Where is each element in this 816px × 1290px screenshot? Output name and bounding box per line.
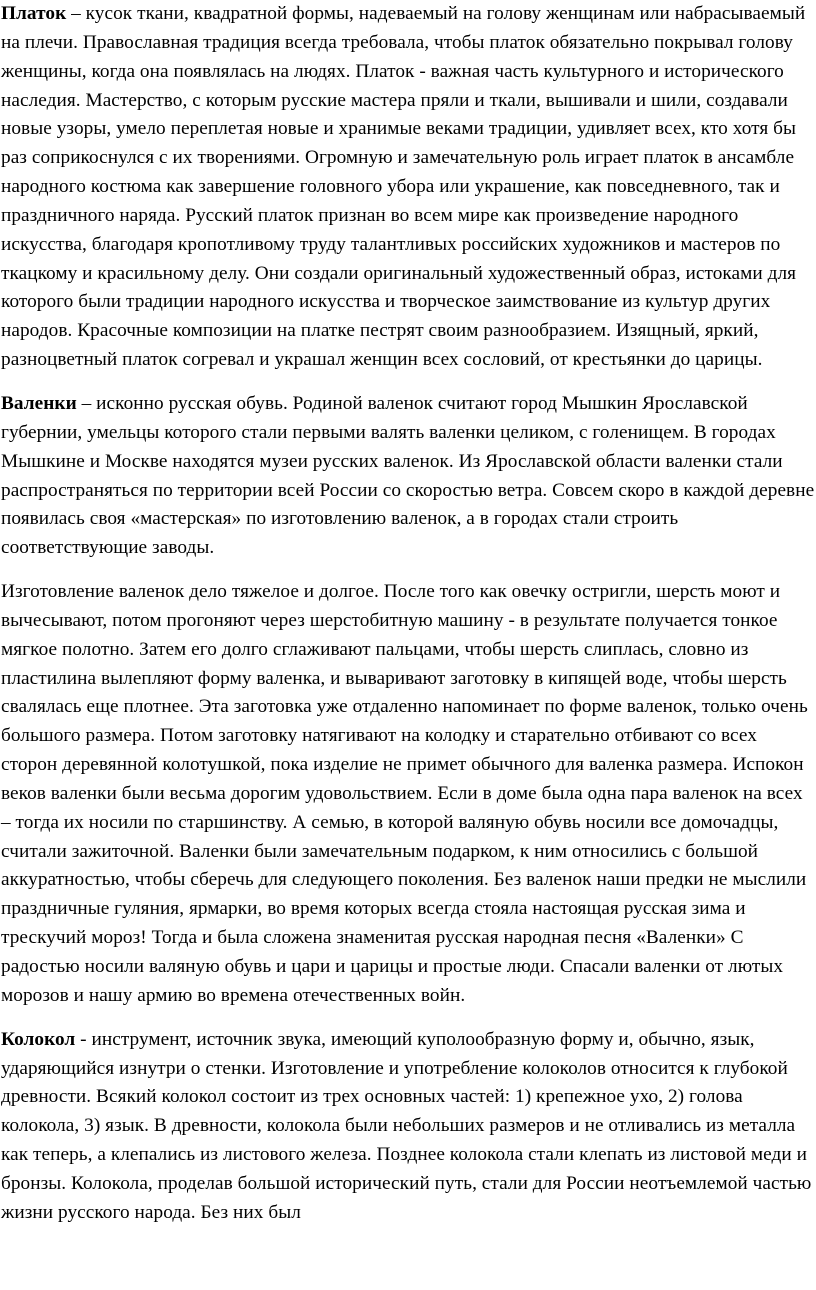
paragraph-valenki-text: – исконно русская обувь. Родиной валенок считают город Мышкин Ярославской губернии, умельцы которого стали первыми валять валенки целиком, с голенищем. В городах Мышкине и Москве находятся музеи русских валенок. Из Ярославской области валенки стали распространяться по территории всей России со скоростью ветра. Совсем скоро в каждой деревне появилась своя «мастерская» по изготовлению валенок, а в городах стали строить соответствующие заводы.	[1, 392, 815, 559]
term-valenki: Валенки	[1, 392, 77, 414]
paragraph-kolokol	[1, 1026, 816, 1228]
paragraph-valenki	[1, 390, 816, 563]
paragraph-valenki-making	[1, 578, 816, 1011]
paragraph-kolokol-text: - инструмент, источник звука, имеющий куполообразную форму и, обычно, язык, ударяющийся изнутри о стенки. Изготовление и употребление колоколов относится к глубокой древности. Всякий колокол состоит из трех основных частей: 1) крепежное ухо, 2) голова колокола, 3) язык. В древности, колокола были небольших размеров и не отливались из металла как теперь, а клепались из листового железа. Позднее колокола стали клепать из листовой меди и бронзы. Колокола, проделав большой исторический путь, стали для России неотъемлемой частью жизни русского народа. Без них был	[1, 1028, 812, 1223]
paragraph-platok	[1, 0, 816, 375]
paragraph-valenki-making-text: Изготовление валенок дело тяжелое и долгое. После того как овечку остригли, шерсть моют и вычесывают, потом прогоняют через шерстобитную машину - в результате получается тонкое мягкое полотно. Затем его долго сглаживают пальцами, чтобы шерсть слиплась, словно из пластилина вылепляют форму валенка, и вываривают заготовку в кипящей воде, чтобы шерсть свалялась еще плотнее. Эта заготовка уже отдаленно напоминает по форме валенок, только очень большого размера. Потом заготовку натягивают на колодку и старательно отбивают со всех сторон деревянной колотушкой, пока изделие не примет обычного для валенка размера. Испокон веков валенки были весьма дорогим удовольствием. Если в доме была одна пара валенок на всех – тогда их носили по старшинству. А семью, в которой валяную обувь носили все домочадцы, считали зажиточной. Валенки были замечательным подарком, к ним относились с большой аккуратностью, чтобы сберечь для следующего поколения. Без валенок наши предки не мыслили праздничные гуляния, ярмарки, во время которых всегда стояла настоящая русская зима и трескучий мороз! Тогда и была сложена знаменитая русская народная песня «Валенки» С радостью носили валяную обувь и цари и царицы и простые люди. Спасали валенки от лютых морозов и нашу армию во времена отечественных войн.	[1, 581, 808, 1006]
term-kolokol: Колокол	[1, 1028, 76, 1050]
paragraph-platok-text: – кусок ткани, квадратной формы, надеваемый на голову женщинам или набрасываемый на плечи. Православная традиция всегда требовала, чтобы платок обязательно покрывал голову женщины, когда она появлялась на людях. Платок - важная часть культурного и исторического наследия. Мастерство, с которым русские мастера пряли и ткали, вышивали и шили, создавали новые узоры, умело переплетая новые и хранимые веками традиции, удивляет всех, кто хотя бы раз соприкоснулся с их творениями. Огромную и замечательную роль играет платок в ансамбле народного костюма как завершение головного убора или украшение, как повседневного, так и праздничного наряда. Русский платок признан во всем мире как произведение народного искусства, благодаря кропотливому труду талантливых российских художников и мастеров по ткацкому и красильному делу. Они создали оригинальный художественный образ, истоками для которого были традиции народного искусства и творческое заимствование из культур других народов. Красочные композиции на платке пестрят своим разнообразием. Изящный, яркий, разноцветный платок согревал и украшал женщин всех сословий, от крестьянки до царицы.	[1, 3, 806, 371]
term-platok: Платок	[1, 3, 67, 24]
